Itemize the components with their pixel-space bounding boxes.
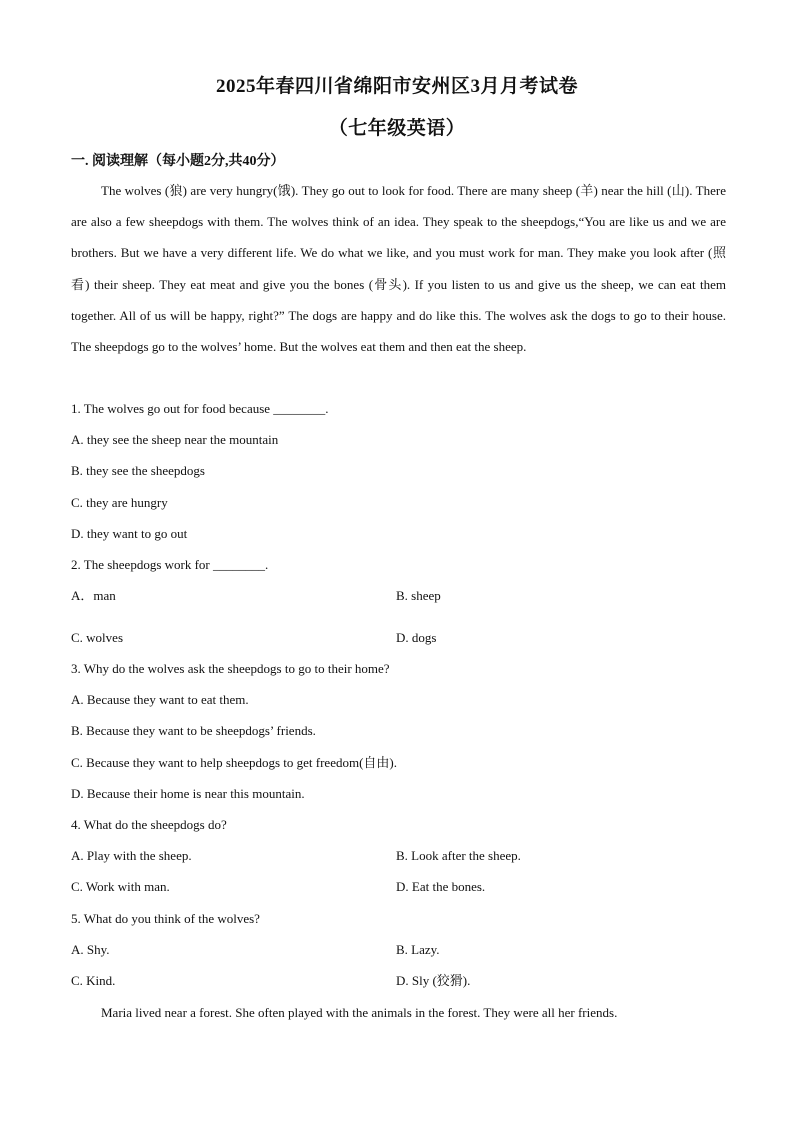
exam-subtitle: （七年级英语） (328, 118, 466, 139)
question-2-option-d: D. dogs (396, 630, 437, 645)
question-4-option-a: A. Play with the sheep. (71, 848, 192, 863)
question-5-option-b: B. Lazy. (396, 942, 440, 957)
question-3-option-a: A. Because they want to eat them. (71, 692, 249, 707)
question-5-option-c: C. Kind. (71, 973, 116, 988)
reading-passage-1: The wolves (狼) are very hungry(饿). They go out to look for food. There are many sheep (羊) near the hill (山). There are also a few sheepdogs with them. The wolves think of an idea. They speak to the sheepdogs,“You are like us and we are brothers. But we have a very different life. We do what we like, and you must work for man. They make you look after (照看) their sheep. They eat meat and give you the bones (骨头). If you listen to us and give us the sheep, we can eat them together. All of us will be happy, right?” The dogs are happy and do like this. The wolves ask the dogs to go to their house. The sheepdogs go to the wolves’ home. But the wolves eat them and then eat the sheep. (71, 183, 726, 355)
question-5-stem: 5. What do you think of the wolves? (71, 911, 260, 926)
question-2-option-c: C. wolves (71, 630, 123, 645)
question-3-stem: 3. Why do the wolves ask the sheepdogs to go to their home? (71, 661, 390, 676)
exam-title: 2025年春四川省绵阳市安州区3月月考试卷 (215, 76, 578, 97)
question-3-option-d: D. Because their home is near this mountain. (71, 786, 305, 801)
question-4-option-b: B. Look after the sheep. (396, 848, 521, 863)
question-1-option-b: B. they see the sheepdogs (71, 463, 205, 478)
question-1-option-d: D. they want to go out (71, 526, 188, 541)
question-3-option-c: C. Because they want to help sheepdogs to get freedom(自由). (71, 755, 397, 770)
question-2-option-b: B. sheep (396, 588, 441, 603)
question-2-stem: 2. The sheepdogs work for ________. (71, 557, 269, 572)
question-3-option-b: B. Because they want to be sheepdogs’ friends. (71, 723, 316, 738)
section-heading: 一. 阅读理解（每小题2分,共40分） (71, 154, 285, 169)
question-5-option-a: A. Shy. (71, 942, 110, 957)
question-2-option-a: A．man (71, 588, 116, 603)
question-4-option-c: C. Work with man. (71, 879, 170, 894)
question-1-option-a: A. they see the sheep near the mountain (71, 432, 279, 447)
question-1-option-c: C. they are hungry (71, 495, 168, 510)
reading-passage-2: Maria lived near a forest. She often played with the animals in the forest. They were all her friends. (101, 1005, 618, 1020)
question-4-option-d: D. Eat the bones. (396, 879, 486, 894)
question-4-stem: 4. What do the sheepdogs do? (71, 817, 227, 832)
question-1-stem: 1. The wolves go out for food because ________. (71, 401, 329, 416)
question-5-option-d: D. Sly (狡猾). (396, 973, 471, 988)
